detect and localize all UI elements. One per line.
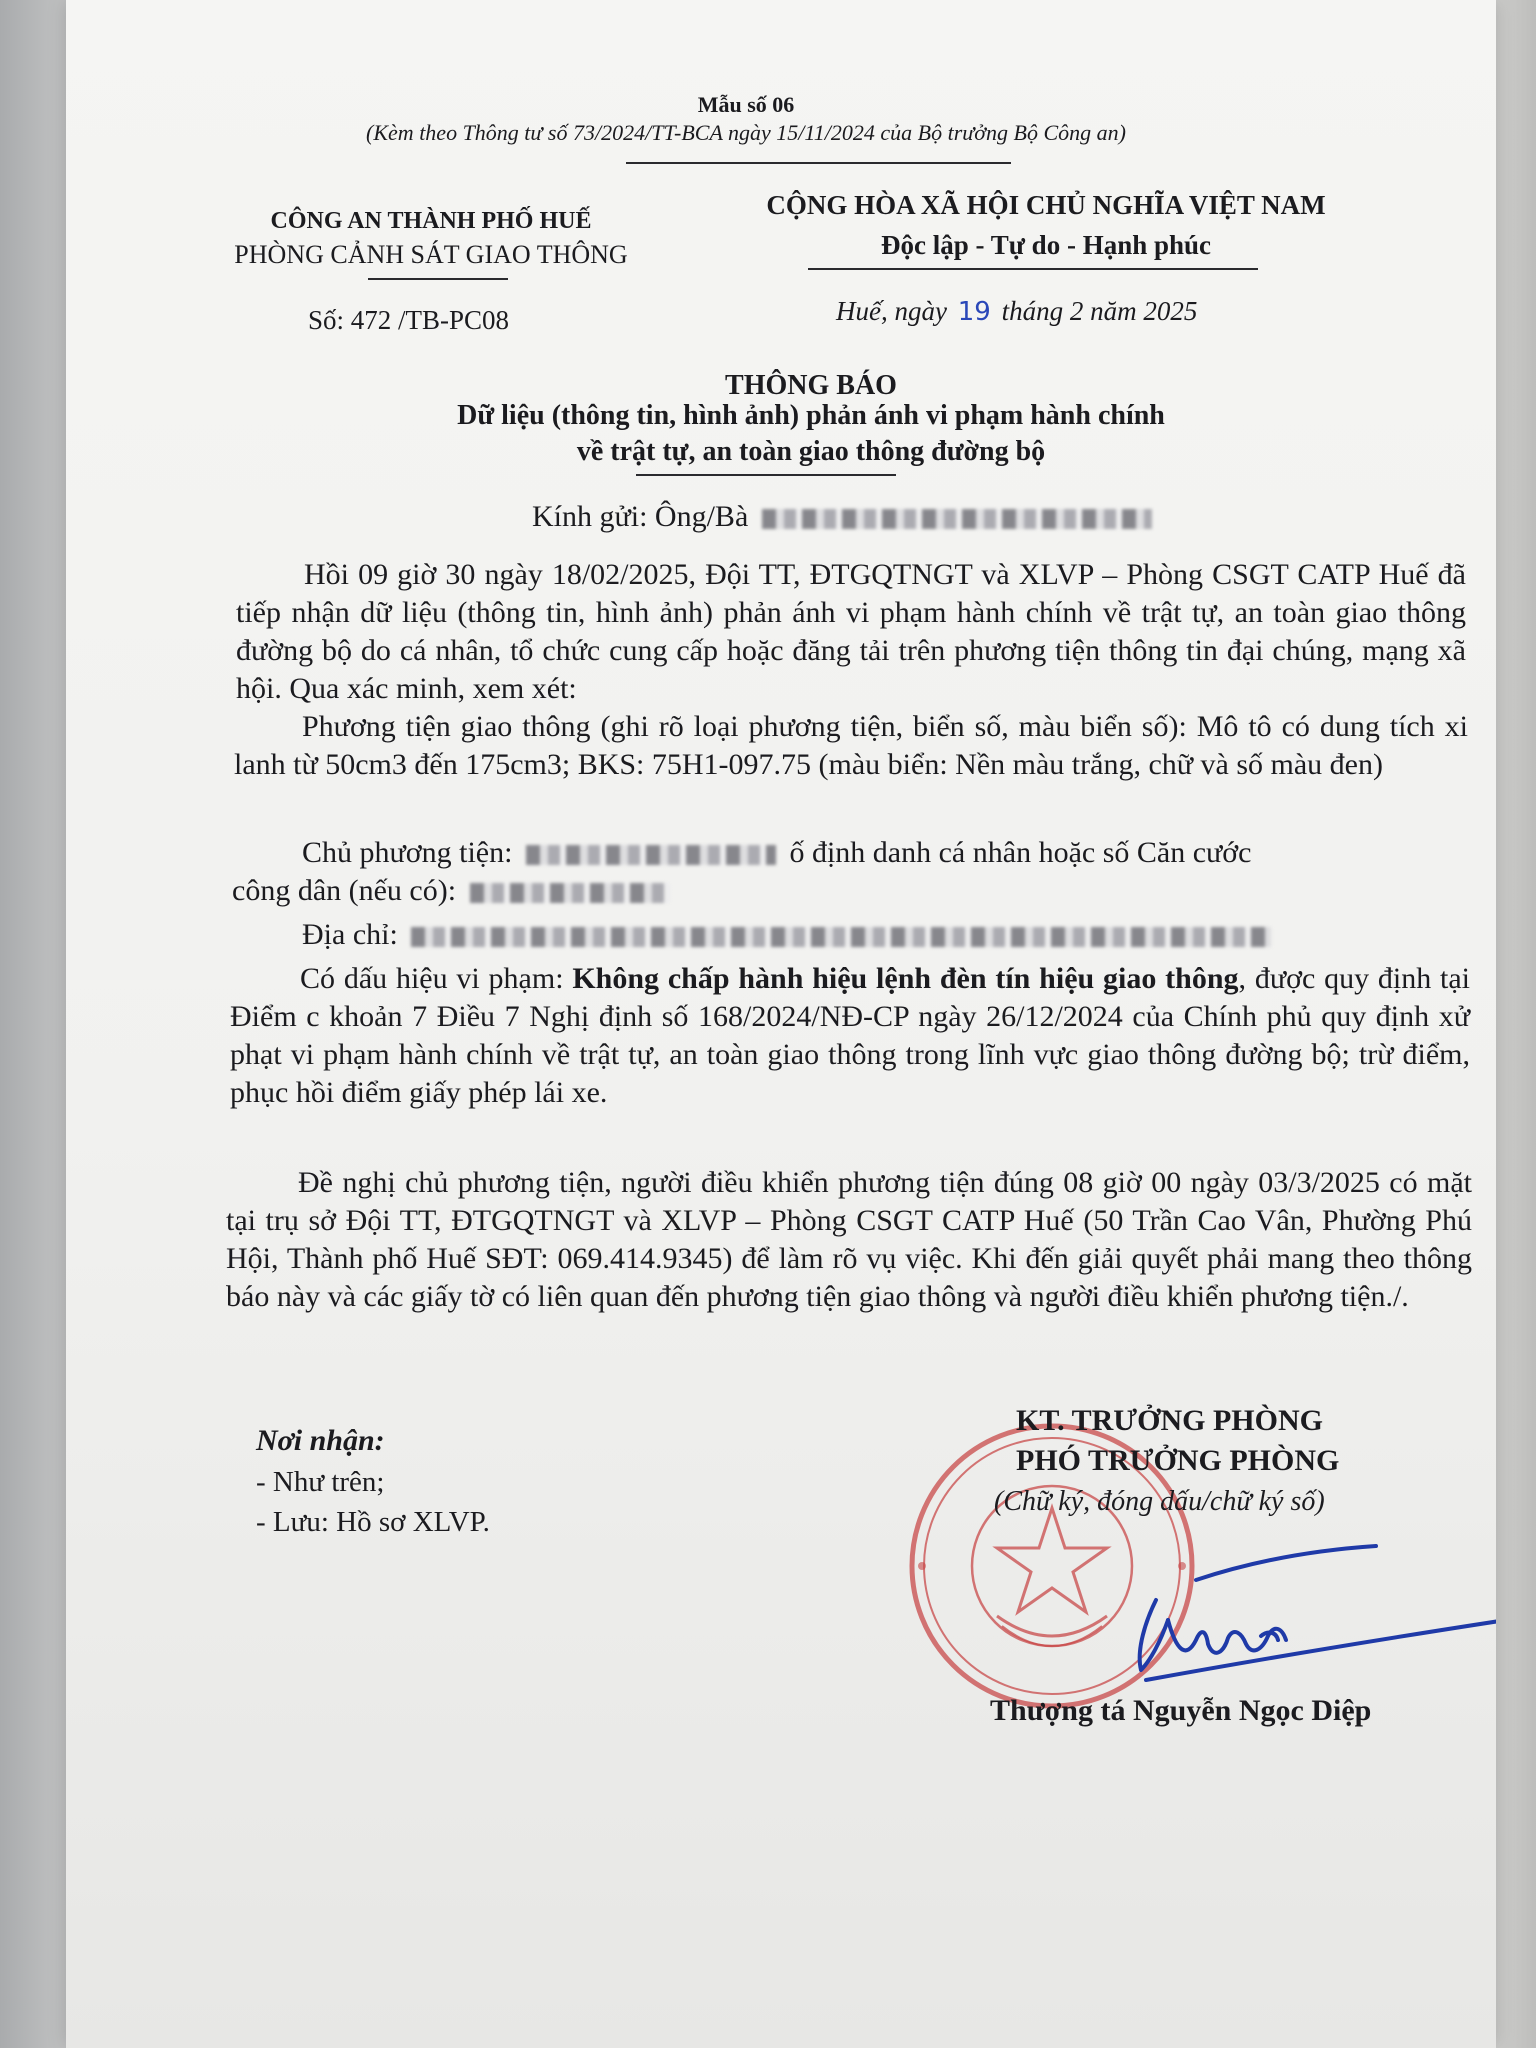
date-prefix: Huế, ngày <box>836 296 947 326</box>
document-date <box>836 296 1197 327</box>
redacted-address <box>411 927 1271 947</box>
title-underline <box>636 474 896 476</box>
form-reference: (Kèm theo Thông tư số 73/2024/TT-BCA ngày 15/11/2024 của Bộ trưởng Bộ Công an) <box>366 120 1126 145</box>
header-divider <box>626 162 1011 164</box>
date-rest: tháng 2 năm 2025 <box>1001 296 1198 326</box>
motto-underline <box>808 268 1258 270</box>
redacted-owner-name <box>526 845 776 865</box>
notice-subtitle-line1: Dữ liệu (thông tin, hình ảnh) phản ánh vi phạm hành chính <box>457 400 1165 431</box>
owner-line <box>302 836 1251 870</box>
violation-legal-basis: , được quy định tại Điểm c khoản 7 Điều 7 Nghị định số 168/2024/NĐ-CP ngày 26/12/2024 của Chính phủ quy định xử phạt vi phạm hành chính về trật tự, an toàn giao thông trong lĩnh vực giao thông đường bộ; trừ điểm, phục hồi điểm giấy phép lái xe. <box>230 962 1471 1109</box>
document-page <box>66 0 1496 2048</box>
paragraph-request: Đề nghị chủ phương tiện, người điều khiển phương tiện đúng 08 giờ 00 ngày 03/3/2025 có mặt tại trụ sở Đội TT, ĐTGQTNGT và XLVP – Phòng CSGT CATP Huế (50 Trần Cao Vân, Phường Phú Hội, Thành phố Huế SĐT: 069.414.9345) để làm rõ vụ việc. Khi đến giải quyết phải mang theo thông báo này và các giấy tờ có liên quan đến phương tiện giao thông và người điều khiển phương tiện./. <box>226 1166 1472 1313</box>
notice-title: THÔNG BÁO <box>725 370 897 401</box>
signer-name: Thượng tá Nguyễn Ngọc Diệp <box>990 1694 1372 1727</box>
violation-offense: Không chấp hành hiệu lệnh đèn tín hiệu giao thông <box>572 962 1239 995</box>
violation-label: Có dấu hiệu vi phạm: <box>300 962 564 995</box>
handwritten-signature-icon <box>1056 1540 1496 1700</box>
addressee-line <box>532 500 1158 534</box>
redacted-name <box>762 509 1152 529</box>
recipient-item: - Như trên; <box>256 1466 385 1498</box>
document-number: Số: 472 /TB-PC08 <box>308 305 510 335</box>
address-label: Địa chỉ: <box>302 918 398 951</box>
paragraph-vehicle: Phương tiện giao thông (ghi rõ loại phương tiện, biển số, màu biển số): Mô tô có dung tích xi lanh từ 50cm3 đến 175cm3; BKS: 75H1-097.75 (màu biển: Nền màu trắng, chữ và số màu đen) <box>234 710 1468 781</box>
owner-label: Chủ phương tiện: <box>302 836 513 869</box>
form-number: Mẫu số 06 <box>697 92 795 117</box>
owner-id-label2: công dân (nếu có): <box>232 874 457 907</box>
org-name-line1: CÔNG AN THÀNH PHỐ HUẾ <box>270 208 592 234</box>
date-day: 19 <box>957 297 991 327</box>
owner-id-line <box>232 874 676 908</box>
redacted-owner-id <box>470 883 670 903</box>
signature-title-line1: KT. TRƯỞNG PHÒNG <box>1016 1404 1323 1437</box>
national-title: CỘNG HÒA XÃ HỘI CHỦ NGHĨA VIỆT NAM <box>766 190 1326 220</box>
signature-title-line2: PHÓ TRƯỞNG PHÒNG <box>1016 1444 1340 1477</box>
national-motto: Độc lập - Tự do - Hạnh phúc <box>880 230 1212 260</box>
addressee-label: Kính gửi: Ông/Bà <box>532 500 749 533</box>
signature-instruction: (Chữ ký, đóng dấu/chữ ký số) <box>994 1486 1325 1517</box>
address-line <box>302 918 1277 952</box>
org-underline <box>368 278 508 280</box>
recipient-item: - Lưu: Hồ sơ XLVP. <box>256 1506 490 1538</box>
org-name-line2: PHÒNG CẢNH SÁT GIAO THÔNG <box>234 240 628 269</box>
owner-id-label: ố định danh cá nhân hoặc số Căn cước <box>789 836 1252 869</box>
notice-subtitle-line2: về trật tự, an toàn giao thông đường bộ <box>576 436 1046 467</box>
recipients-heading: Nơi nhận: <box>256 1424 385 1457</box>
background-left <box>0 0 70 2048</box>
paragraph-intake: Hồi 09 giờ 30 ngày 18/02/2025, Đội TT, ĐTGQTNGT và XLVP – Phòng CSGT CATP Huế đã tiếp nhận dữ liệu (thông tin, hình ảnh) phản ánh vi phạm hành chính về trật tự, an toàn giao thông đường bộ do cá nhân, tổ chức cung cấp hoặc đăng tải trên phương tiện thông tin đại chúng, mạng xã hội. Qua xác minh, xem xét: <box>236 558 1466 705</box>
paragraph-violation <box>230 960 1470 1112</box>
